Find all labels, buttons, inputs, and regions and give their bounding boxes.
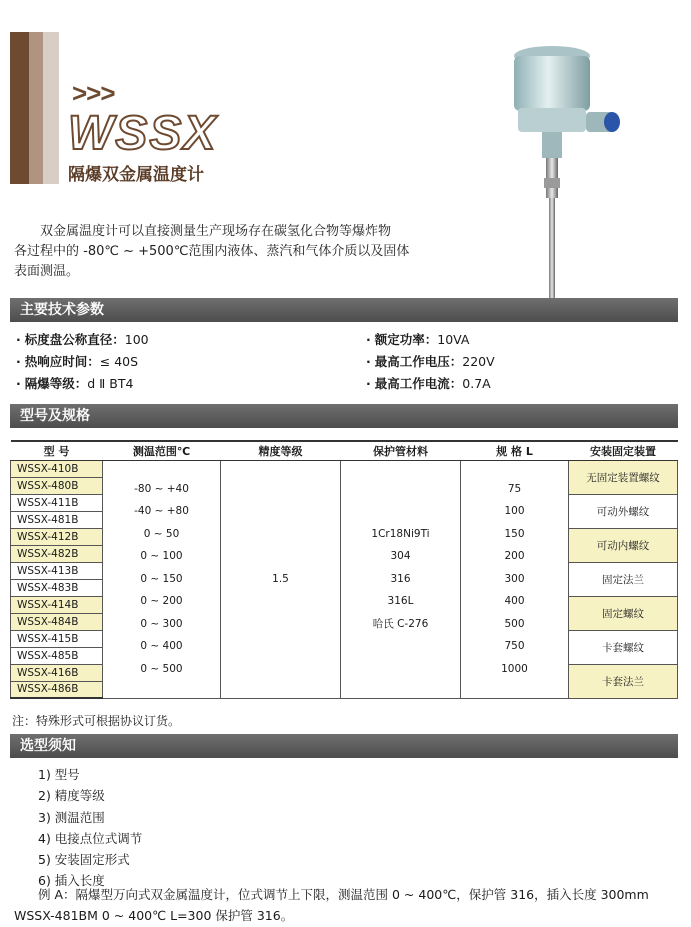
list-item: 6) 插入长度 <box>38 873 105 889</box>
list-item: 1) 型号 <box>38 767 80 782</box>
model-cell: WSSX-413B <box>11 562 103 579</box>
list-item: 5) 安装固定形式 <box>38 852 130 868</box>
model-cell: WSSX-412B <box>11 528 103 545</box>
length-value: 400 <box>504 595 525 608</box>
table-row <box>11 460 678 477</box>
model-cell: WSSX-480B <box>11 477 103 494</box>
header-bar-dark <box>10 32 29 184</box>
spec-label: 热响应时间： <box>24 354 100 369</box>
range-cell <box>103 460 221 698</box>
spec-item: · 额定功率：10VA <box>366 332 470 347</box>
length-value: 200 <box>504 550 525 563</box>
material-value: 304 <box>390 550 411 563</box>
product-subtitle: 隔爆双金属温度计 <box>68 165 204 185</box>
selection-list <box>38 764 142 892</box>
length-cell <box>461 460 569 698</box>
range-value: 0 ~ 150 <box>140 572 183 585</box>
model-cell: WSSX-483B <box>11 579 103 596</box>
material-value: 316 <box>390 572 411 585</box>
model-cell: WSSX-414B <box>11 596 103 613</box>
intro-line: 双金属温度计可以直接测量生产现场存在碳氢化合物等爆炸物 <box>40 224 392 239</box>
section-header-params: 主要技术参数 <box>10 298 678 322</box>
material-cell <box>341 460 461 698</box>
install-cell: 固定螺纹 <box>569 596 678 630</box>
length-value: 75 <box>507 482 522 495</box>
table-header-row <box>11 441 678 460</box>
material-value: 哈氏 C-276 <box>372 617 429 630</box>
spec-label: 最高工作电流： <box>374 376 463 391</box>
spec-value: 0.7A <box>462 376 491 391</box>
spec-item: · 最高工作电流：0.7A <box>366 376 491 391</box>
model-cell: WSSX-416B <box>11 664 103 681</box>
length-value: 1000 <box>501 662 528 675</box>
range-value: 0 ~ 400 <box>140 640 183 653</box>
length-value: 100 <box>504 505 525 518</box>
spec-label: 隔爆等级： <box>24 376 88 391</box>
col-header-range: 测温范围℃ <box>103 441 221 460</box>
spec-item: · 隔爆等级：d Ⅱ BT4 <box>16 376 134 391</box>
range-value: 0 ~ 50 <box>143 527 180 540</box>
install-cell: 可动外螺纹 <box>569 494 678 528</box>
model-cell: WSSX-415B <box>11 630 103 647</box>
spec-item: · 热响应时间：≤ 40S <box>16 354 139 369</box>
col-header-accuracy: 精度等级 <box>221 441 341 460</box>
spec-item: · 标度盘公称直径：100 <box>16 332 149 347</box>
length-value: 750 <box>504 640 525 653</box>
model-cell: WSSX-484B <box>11 613 103 630</box>
model-cell: WSSX-486B <box>11 681 103 698</box>
list-item: 2) 精度等级 <box>38 788 105 804</box>
material-value: 316L <box>387 595 414 608</box>
range-value: 0 ~ 500 <box>140 662 183 675</box>
col-header-material: 保护管材料 <box>341 441 461 460</box>
spec-value: 10VA <box>437 332 470 347</box>
section-header-selection: 选型须知 <box>10 734 678 758</box>
range-value: -80 ~ +40 <box>134 482 189 495</box>
header-bar-light <box>43 32 59 184</box>
col-header-model: 型 号 <box>11 441 103 460</box>
example-line: WSSX-481BM 0 ~ 400℃ L=300 保护管 316。 <box>14 908 294 923</box>
col-header-install: 安装固定装置 <box>569 441 678 460</box>
model-cell: WSSX-481B <box>11 511 103 528</box>
order-example <box>14 884 649 926</box>
example-line: 例 A：隔爆型万向式双金属温度计，位式调节上下限，测温范围 0 ~ 400℃，保护管 316，插入长度 300mm <box>38 887 649 902</box>
install-cell: 可动内螺纹 <box>569 528 678 562</box>
spec-label: 标度盘公称直径： <box>24 332 125 347</box>
range-value: 0 ~ 200 <box>140 595 183 608</box>
model-cell: WSSX-485B <box>11 647 103 664</box>
spec-value: d Ⅱ BT4 <box>87 376 134 391</box>
length-value: 500 <box>504 617 525 630</box>
table-note: 注：特殊形式可根据协议订货。 <box>12 714 181 728</box>
accuracy-cell: 1.5 <box>221 460 341 698</box>
spec-value: 100 <box>124 332 149 347</box>
header-bar-mid <box>29 32 43 184</box>
install-cell: 无固定装置螺纹 <box>569 460 678 494</box>
length-value: 150 <box>504 527 525 540</box>
material-value: 1Cr18Ni9Ti <box>371 527 430 540</box>
product-model-title: WSSX <box>68 107 218 160</box>
col-header-length: 规 格 L <box>461 441 569 460</box>
list-item: 4) 电接点位式调节 <box>38 830 143 846</box>
spec-value: ≤ 40S <box>99 354 139 369</box>
section-header-models: 型号及规格 <box>10 404 678 428</box>
install-cell: 卡套法兰 <box>569 664 678 698</box>
spec-label: 最高工作电压： <box>374 354 463 369</box>
intro-line: 表面测温。 <box>14 264 80 279</box>
intro-paragraph <box>14 222 444 282</box>
model-cell: WSSX-410B <box>11 460 103 477</box>
range-value: 0 ~ 100 <box>140 550 183 563</box>
model-cell: WSSX-482B <box>11 545 103 562</box>
length-value: 300 <box>504 572 525 585</box>
model-cell: WSSX-411B <box>11 494 103 511</box>
spec-value: 220V <box>462 354 495 369</box>
chevron-right-icon: >>> <box>72 78 115 108</box>
install-cell: 卡套螺纹 <box>569 630 678 664</box>
list-item: 3) 测温范围 <box>38 809 105 825</box>
product-thermometer-image <box>500 28 630 303</box>
spec-label: 额定功率： <box>374 332 438 347</box>
spec-item: · 最高工作电压：220V <box>366 354 495 369</box>
range-value: 0 ~ 300 <box>140 617 183 630</box>
model-spec-table <box>10 440 678 699</box>
range-value: -40 ~ +80 <box>134 505 189 518</box>
install-cell: 固定法兰 <box>569 562 678 596</box>
intro-line: 各过程中的 -80℃ ~ +500℃范围内液体、蒸汽和气体介质以及固体 <box>14 244 410 259</box>
